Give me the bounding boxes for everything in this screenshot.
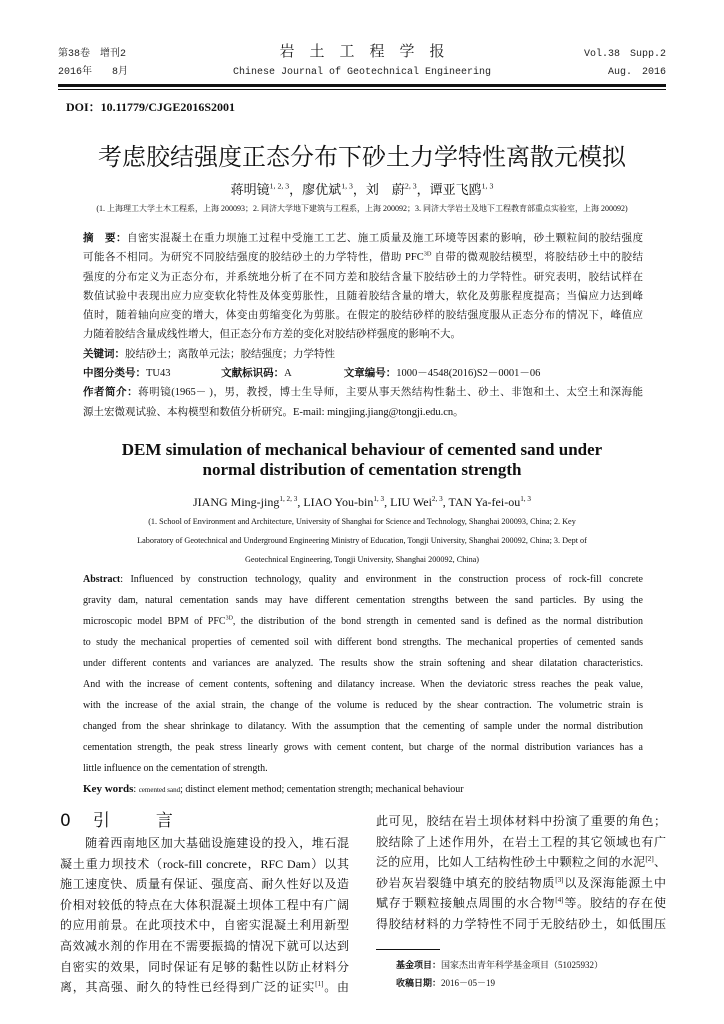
line-text: 值时，随着轴向应变的增大，体变由剪缩变化为剪胀。在假定的胶结砂样的胶结强度服从正态分布的情况下，峰值应 xyxy=(83,310,643,322)
text-line xyxy=(83,737,643,758)
keywords-en-label: Key words xyxy=(83,782,134,795)
line-text: 、 xyxy=(653,855,666,870)
article-value: 1000－4548(2016)S2－0001－06 xyxy=(396,368,541,380)
affiliation-en-line: Laboratory of Geotechnical and Underground Engineering Ministry of Education, Tongji University, Shanghai 200092, China; 3. Dept of xyxy=(137,535,587,545)
keywords-en: Key words: cemented sand; distinct element method; cementation strength; mechanical behaviour xyxy=(83,782,464,795)
fund-label: 基金项目： xyxy=(396,959,442,970)
keywords-cn-label: 关键词： xyxy=(83,348,125,360)
authors-cn: 蒋明镜$^{1, 2, 3}$，廖优斌$^{1, 3}$，刘 蔚$^{2, 3}$，谭亚飞鸥$^{1, 3}$ xyxy=(230,181,494,197)
article-label: 文章编号： xyxy=(343,368,397,380)
text-line xyxy=(83,590,643,611)
text-line xyxy=(376,914,666,935)
affiliation-en-line: Geotechnical Engineering, Tongji University, Shanghai 200092, China) xyxy=(244,554,480,564)
abstract-cn xyxy=(83,229,643,422)
journal-name-en: Chinese Journal of Geotechnical Engineering xyxy=(232,67,492,78)
doc-value: A xyxy=(284,368,292,380)
line-text: 赋存于颗粒接触点周围的水合物 xyxy=(376,896,556,911)
doc-label: 文献标识码： xyxy=(221,368,285,380)
bio-line2: 源土宏微观试验、本构模型和数值分析研究。E-mail: mingjing.jiang@tongji.edu.cn。 xyxy=(83,406,464,418)
line-text: 强度的分布定义为正态分布，并系统地分析了在不同方差和胶结含量下胶结砂土的力学特性。研究表明，胶结试样在 xyxy=(83,271,643,283)
text-line xyxy=(83,695,643,716)
received-value: 2016－05－19 xyxy=(441,977,496,988)
text-line xyxy=(83,569,643,590)
keywords-en-rest: ; distinct element method; cementation strength; mechanical behaviour xyxy=(180,783,464,795)
author-affiliation-marker: 1, 2, 3 xyxy=(279,494,298,503)
author-affiliation-marker: 1, 3 xyxy=(481,181,494,191)
affiliation-cn: (1. 上海理工大学土木工程系，上海 200093；2. 同济大学地下建筑与工程系，上海 200092；3. 同济大学岩土及地下工程教育部重点实验室，上海 200092) xyxy=(96,204,628,213)
author-name: 刘 蔚 xyxy=(365,182,405,197)
text-line xyxy=(60,977,349,998)
line-text: with the increase of the axial strain, the change of the volume is reduced by the shear contraction. The volumetric strain is xyxy=(83,699,643,711)
superscript: 3D xyxy=(225,615,233,622)
line-text: changed from the shear shrinkage to dilatancy. With the assumption that the cementing of sample under the normal distribution xyxy=(83,720,643,732)
line-text: 离，其高强、耐久的特性已经得到广泛的证实 xyxy=(60,980,316,995)
line-text: microscopic model BPM of PFC xyxy=(83,615,226,627)
classification xyxy=(83,364,643,383)
date-en: Aug. 2016 xyxy=(607,67,666,78)
affiliation-en xyxy=(48,512,676,569)
text-line xyxy=(376,811,666,832)
line-text: 可能各不相同。为研究不同胶结强度的胶结砂土的力学特性，借助 PFC xyxy=(83,252,424,264)
author-bio xyxy=(83,383,643,422)
text-line xyxy=(376,832,666,853)
fund-text: 国家杰出青年科学基金项目（51025932） xyxy=(441,959,604,970)
line-text: 自密实的效果，同时保证有足够的黏性以防止材料分 xyxy=(60,959,349,974)
fund-note xyxy=(396,956,666,974)
line-text: to study the mechanical properties of cemented soil with different bond strengths. The mechanical properties of cemented sands xyxy=(83,636,643,648)
line-text: 数值试验中表现出应力应变软化特性及体变剪胀性，且随着胶结含量的增大，软化及剪胀程度提高；当偏应力达到峰 xyxy=(83,290,643,302)
line-text: 高效减水剂的作用在不需要振捣的情况下就可以达到 xyxy=(60,938,349,953)
line-text: 砂岩灰岩裂缝中填充的胶结物质 xyxy=(376,875,556,890)
line-text: 以及深海能源土中 xyxy=(563,875,666,890)
author-name: LIAO You-bin xyxy=(303,494,374,509)
text-line xyxy=(376,893,666,914)
line-text: 等。胶结的存在使 xyxy=(563,896,666,911)
line-text: 施工速度快、质量有保证、强度高、耐久性好以及造 xyxy=(60,877,349,892)
abstract-en xyxy=(83,569,643,801)
section-title: 引 言 xyxy=(92,810,177,831)
clc-label: 中图分类号： xyxy=(83,368,146,380)
text-line xyxy=(60,957,349,978)
line-text: 此可见，胶结在岩土坝体材料中扮演了重要的角色； xyxy=(376,813,666,828)
text-line xyxy=(83,716,643,737)
keywords-cn-text: 胶结砂土；离散单元法；胶结强度；力学特性 xyxy=(125,348,335,360)
author-name: JIANG Ming-jing xyxy=(193,494,280,509)
title-en-line: normal distribution of cementation strength xyxy=(202,459,522,479)
text-line xyxy=(83,306,643,325)
line-text: 得胶结材料的力学特性不同于无胶结砂土，如低围压 xyxy=(376,916,666,931)
line-text: 泛的应用，比如人工结构性砂土中颗粒之间的水泥 xyxy=(376,855,646,870)
doi[interactable]: DOI：10.11779/CJGE2016S2001 xyxy=(66,100,236,114)
author-name: 廖优斌 xyxy=(302,182,342,197)
section-heading xyxy=(60,809,349,833)
author-affiliation-marker: 2, 3 xyxy=(431,494,443,503)
title-en-line: DEM simulation of mechanical behaviour of cemented sand under xyxy=(121,439,603,459)
line-text: 随着西南地区加大基础设施建设的投入，堆石混 xyxy=(60,835,349,850)
section-number: 0 xyxy=(60,810,71,831)
superscript[interactable]: [4] xyxy=(555,896,564,905)
clc-value: TU43 xyxy=(146,368,171,380)
line-text: cementation strength, the peak stress linearly grows with cement content, but charge of the normal distribution variances has a xyxy=(83,741,643,753)
abstract-en-label: Abstract xyxy=(83,573,121,585)
superscript[interactable]: [1] xyxy=(315,980,324,989)
line-text: 凝土重力坝技术（rock-fill concrete，RFC Dam）以其 xyxy=(60,856,349,871)
author-affiliation-marker: 2, 3 xyxy=(404,181,417,191)
line-text: gravity dam, natural cementation sands may have different cementation strengths between the sand particles. By using the xyxy=(83,594,643,606)
journal-name-cn: 岩 土 工 程 学 报 xyxy=(279,42,445,60)
line-text: 价相对较低的特点在大体积混凝土坝体工程中有广阔 xyxy=(60,897,349,912)
text-line xyxy=(60,854,349,875)
bio-line1: 蒋明镜(1965－ )，男，教授，博士生导师，主要从事天然结构性黏土、砂土、非饱和土、太空土和深海能 xyxy=(138,387,644,399)
line-text: little influence on the cementation of strength. xyxy=(83,762,268,774)
header-rule xyxy=(58,84,666,87)
text-line xyxy=(376,852,666,873)
volume-en: Vol.38 Supp.2 xyxy=(583,49,666,60)
journal-header xyxy=(58,42,666,90)
abstract-cn-label: 摘 要： xyxy=(83,233,127,244)
text-line xyxy=(60,833,349,854)
text-line xyxy=(83,229,643,248)
received-label: 收稿日期： xyxy=(396,977,442,988)
line-text: : Influenced by construction technology, quality and environment in the construction process of rock-fill concrete xyxy=(120,573,643,585)
line-text: 。由 xyxy=(323,980,349,995)
line-text: , the distribution of the bond strength in cemented sand is defined as the normal distribution xyxy=(232,615,643,627)
date-cn: 2016年 8月 xyxy=(58,67,129,78)
author-affiliation-marker: 1, 3 xyxy=(373,494,385,503)
keywords-cn xyxy=(83,345,643,364)
text-line xyxy=(83,758,643,779)
line-text: And with the increase of cement contents, softening and dilatancy increase. When the deviatoric stress reaches the peak value, xyxy=(83,678,643,690)
title-en xyxy=(58,440,666,480)
line-text: 自带的微观胶结模型，将胶结砂土中的胶结 xyxy=(431,252,644,264)
left-column xyxy=(60,809,349,998)
line-text: 力随着胶结含量成线性增大，但正态分布方差的变化对胶结砂样强度的影响不大。 xyxy=(83,329,461,341)
line-text: 胶结除了上述作用外，在岩土工程的其它领域也有广 xyxy=(376,834,666,849)
line-text: 自密实混凝土在重力坝施工过程中受施工工艺、施工质量及施工环境等因素的影响，砂土颗粒间的胶结强度 xyxy=(126,233,644,244)
text-line xyxy=(60,915,349,936)
text-line xyxy=(60,874,349,895)
text-line xyxy=(83,287,643,306)
text-line xyxy=(83,611,643,632)
text-line xyxy=(60,895,349,916)
line-text: 的应用前景。在此项技术中，自密实混凝土利用新型 xyxy=(60,918,349,933)
author-affiliation-marker: 1, 3 xyxy=(520,494,531,503)
received-date xyxy=(396,974,666,992)
author-name: 蒋明镜 xyxy=(230,182,270,197)
author-name: LIU Wei xyxy=(390,494,432,509)
text-line xyxy=(376,873,666,894)
author-name: TAN Ya-fei-ou xyxy=(448,494,521,509)
author-affiliation-marker: 1, 2, 3 xyxy=(269,181,290,191)
superscript[interactable]: [2] xyxy=(645,855,654,864)
text-line xyxy=(83,325,643,344)
authors-en: JIANG Ming-jing$^{1, 2, 3}$, LIAO You-bin$^{1, 3}$, LIU Wei$^{2, 3}$, TAN Ya-fei-ou$^{1, 3}$ xyxy=(193,494,531,509)
footnote-rule xyxy=(376,949,440,950)
line-text: under different contents and variances are analyzed. The results show the strain softening and shear dilatation characteristics. xyxy=(83,657,643,669)
text-line xyxy=(83,632,643,653)
right-column xyxy=(376,809,666,998)
bio-label: 作者简介： xyxy=(83,387,139,399)
author-name: 谭亚飞鸥 xyxy=(429,182,482,197)
header-rule-thin xyxy=(58,89,666,90)
keyword-first: cemented sand xyxy=(138,785,181,794)
superscript[interactable]: [3] xyxy=(555,875,564,884)
affiliation-en-line: (1. School of Environment and Architecture, University of Shanghai for Science and Technology, Shanghai 200093, China; 2. Key xyxy=(148,516,576,526)
text-line xyxy=(83,268,643,287)
text-line xyxy=(83,674,643,695)
author-affiliation-marker: 1, 3 xyxy=(341,181,353,191)
text-line xyxy=(83,653,643,674)
title-cn: 考虑胶结强度正态分布下砂土力学特性离散元模拟 xyxy=(98,143,626,171)
body-columns xyxy=(58,809,666,998)
text-line xyxy=(60,936,349,957)
superscript: 3D xyxy=(423,250,432,258)
text-line xyxy=(83,248,643,267)
volume-cn: 第38卷 增刊2 xyxy=(58,49,127,60)
